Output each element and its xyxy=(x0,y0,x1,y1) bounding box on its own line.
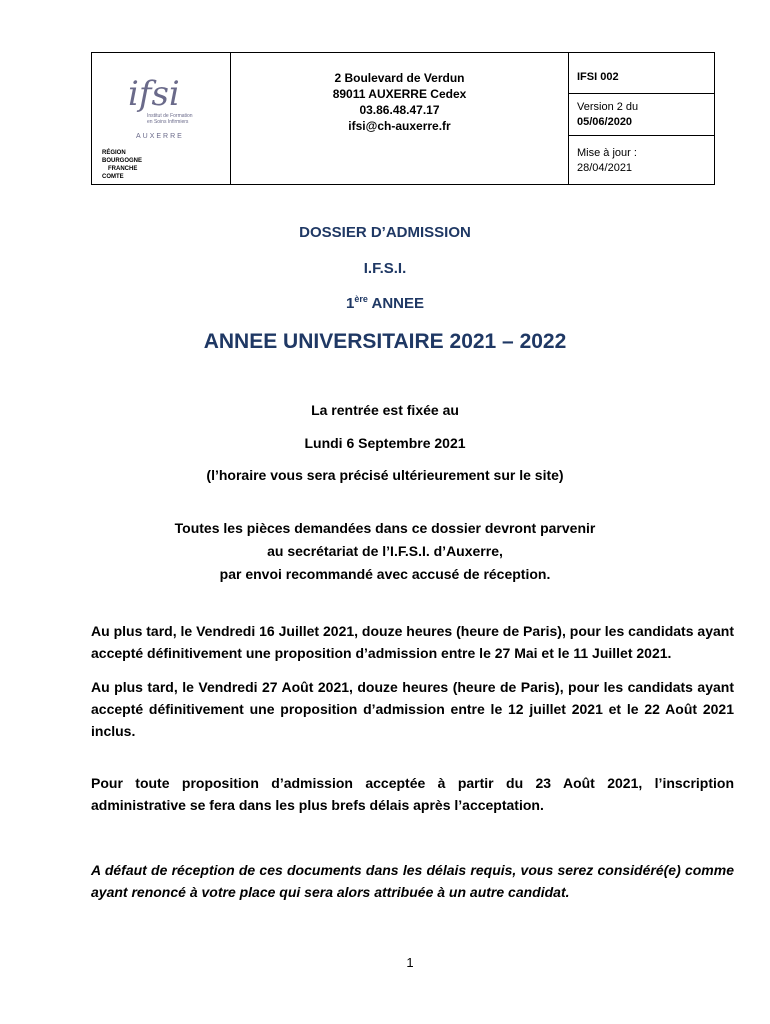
address-phone: 03.86.48.47.17 xyxy=(359,103,440,117)
deadline-paragraph-2: Au plus tard, le Vendredi 27 Août 2021, douze heures (heure de Paris), pour les candidats ayant accepté définitivement une proposition d’admission entre le 12 juillet 2021 et le 22 Août 2021 inclus. xyxy=(91,679,734,739)
region-line-2: BOURGOGNE xyxy=(102,158,143,164)
region-line-4: COMTE xyxy=(102,174,124,180)
warning-paragraph: A défaut de réception de ces documents dans les délais requis, vous serez considéré(e) comme ayant renoncé à votre place qui sera alors attribuée à un autre candidat. xyxy=(91,862,734,900)
address-cell xyxy=(231,53,569,184)
address-email: ifsi@ch-auxerre.fr xyxy=(348,119,451,133)
update-label: Mise à jour : xyxy=(577,147,637,159)
logo-mark: ifsi xyxy=(128,74,180,114)
update-date: 28/04/2021 xyxy=(577,162,633,174)
logo-subtitle-line-1: Institut de Formation xyxy=(147,113,193,119)
reference-cell xyxy=(569,53,714,184)
title-dossier: DOSSIER D’ADMISSION xyxy=(299,224,471,241)
rentree-note: (l’horaire vous sera précisé ultérieurement sur le site) xyxy=(206,467,564,483)
ref-code xyxy=(569,53,714,94)
logo-city: AUXERRE xyxy=(136,133,184,140)
logo-subtitle xyxy=(147,113,193,125)
ifsi-logo xyxy=(124,71,194,115)
rentree-line-1: La rentrée est fixée au xyxy=(311,402,459,418)
year-superscript: ère xyxy=(354,294,368,304)
region-label xyxy=(102,149,142,181)
version-date: 05/06/2020 xyxy=(577,116,633,128)
pieces-line-1: Toutes les pièces demandées dans ce dossier devront parvenir xyxy=(174,520,596,536)
deadline-paragraph-1: Au plus tard, le Vendredi 16 Juillet 2021, douze heures (heure de Paris), pour les candidats ayant accepté définitivement une proposition d’admission entre le 27 Mai et le 11 Juillet 2021. xyxy=(91,623,734,661)
pieces-line-3: par envoi recommandé avec accusé de réception. xyxy=(219,566,551,582)
rentree-date: Lundi 6 Septembre 2021 xyxy=(304,435,466,451)
ref-code-text: IFSI 002 xyxy=(577,71,619,83)
title-ifsi: I.F.S.I. xyxy=(363,260,407,277)
title-academic-year: ANNEE UNIVERSITAIRE 2021 – 2022 xyxy=(203,330,567,353)
region-line-1: RÉGION xyxy=(102,150,126,156)
address-street: 2 Boulevard de Verdun xyxy=(334,71,465,85)
ref-version xyxy=(569,94,714,136)
logo-cell xyxy=(92,53,231,184)
page-number: 1 xyxy=(406,955,414,970)
region-line-3: FRANCHE xyxy=(108,166,138,172)
pieces-line-2: au secrétariat de l’I.F.S.I. d’Auxerre, xyxy=(267,543,503,559)
document-header xyxy=(91,52,715,185)
address-city: 89011 AUXERRE Cedex xyxy=(332,87,467,101)
deadline-paragraph-3: Pour toute proposition d’admission acceptée à partir du 23 Août 2021, l’inscription administrative se fera dans les plus brefs délais après l’acceptation. xyxy=(91,775,734,813)
logo-subtitle-line-2: en Soins Infirmiers xyxy=(147,119,189,125)
ref-update xyxy=(569,136,714,184)
year-number: 1 xyxy=(346,295,355,312)
year-word: ANNEE xyxy=(371,295,424,312)
title-year xyxy=(0,294,770,312)
version-label: Version 2 du xyxy=(577,101,639,113)
